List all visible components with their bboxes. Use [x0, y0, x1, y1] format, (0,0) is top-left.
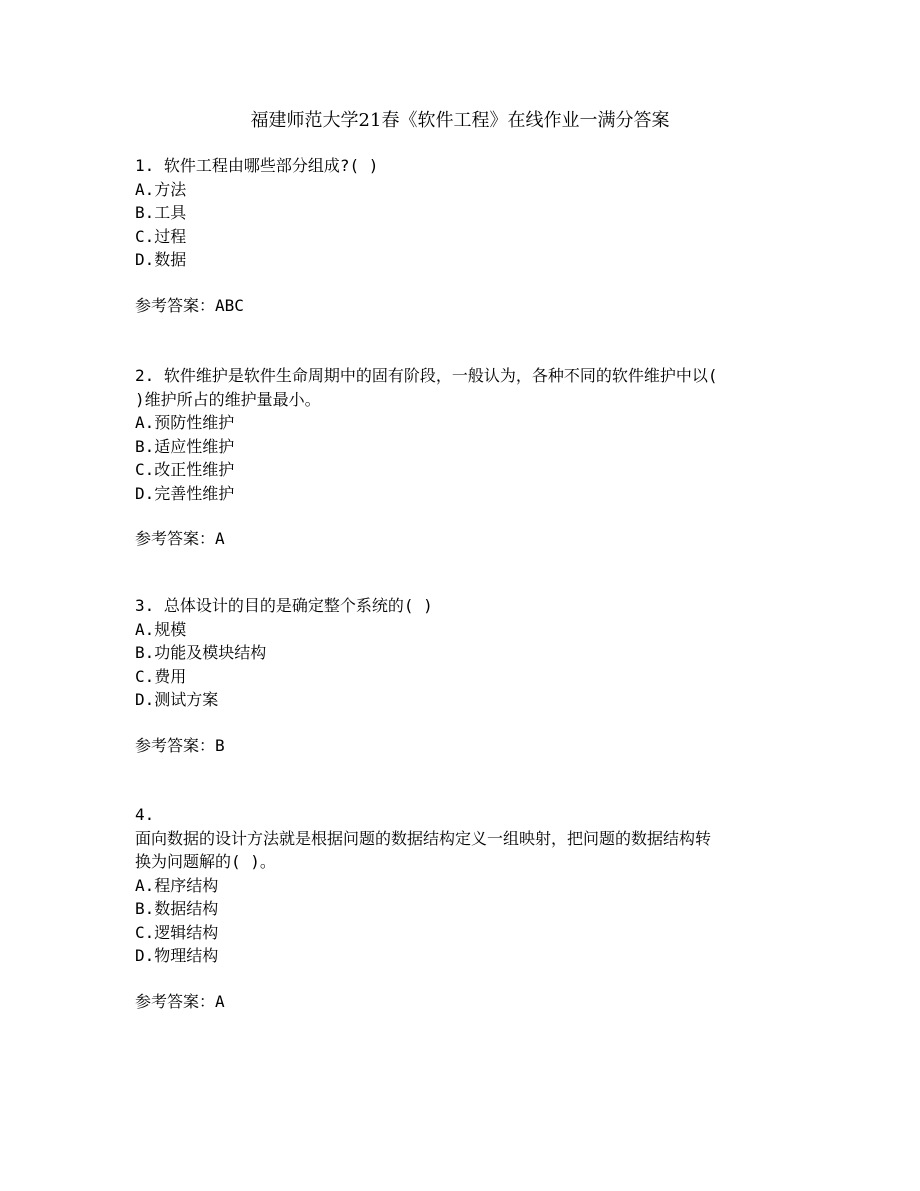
document-title: 福建师范大学21春《软件工程》在线作业一满分答案	[250, 110, 670, 131]
answer-value: ABC	[215, 295, 244, 315]
answer-label: 参考答案：	[135, 735, 216, 755]
question-4	[135, 803, 795, 1013]
option-c: C.费用	[135, 666, 187, 686]
question-number: 3.	[135, 596, 155, 615]
answer-label: 参考答案：	[135, 295, 216, 315]
option-c: C.改正性维护	[135, 460, 235, 479]
option-c: C.过程	[135, 226, 187, 246]
option-b: B.工具	[135, 203, 187, 222]
question-stem	[135, 364, 795, 388]
option-a: A.规模	[135, 619, 187, 639]
question-number: 1.	[135, 156, 155, 175]
option-a: A.方法	[135, 179, 187, 199]
option-b: B.适应性维护	[135, 436, 235, 456]
answer-value: A	[215, 529, 225, 548]
question-1	[135, 154, 795, 317]
answer-label: 参考答案：	[135, 529, 216, 548]
question-text: 总体设计的目的是确定整个系统的( )	[163, 596, 433, 615]
question-stem	[135, 154, 795, 178]
question-3	[135, 594, 795, 757]
question-text-line-1: 软件维护是软件生命周期中的固有阶段，一般认为，各种不同的软件维护中以(	[163, 366, 718, 385]
option-a: A.程序结构	[135, 875, 219, 895]
option-a: A.预防性维护	[135, 413, 235, 432]
option-d: D.完善性维护	[135, 483, 235, 503]
question-text: 软件工程由哪些部分组成?( )	[163, 156, 379, 175]
question-text-line-2: )维护所占的维护量最小。	[135, 389, 321, 409]
reference-answer	[135, 990, 795, 1014]
option-d: D.测试方案	[135, 690, 219, 709]
question-text-line-2: 换为问题解的( )。	[135, 852, 276, 871]
option-b: B.数据结构	[135, 899, 219, 918]
option-c: C.逻辑结构	[135, 922, 219, 942]
question-number: 4.	[135, 805, 155, 824]
reference-answer	[135, 734, 795, 758]
answer-value: A	[215, 991, 225, 1011]
answer-value: B	[215, 735, 225, 755]
question-stem	[135, 594, 795, 618]
answer-label: 参考答案：	[135, 991, 216, 1011]
reference-answer	[135, 294, 795, 318]
question-number: 2.	[135, 366, 155, 385]
reference-answer	[135, 527, 795, 551]
option-d: D.物理结构	[135, 946, 219, 965]
question-text-line-1: 面向数据的设计方法就是根据问题的数据结构定义一组映射，把问题的数据结构转	[135, 828, 712, 848]
option-b: B.功能及模块结构	[135, 643, 267, 662]
option-d: D.数据	[135, 250, 187, 269]
question-2	[135, 364, 795, 551]
